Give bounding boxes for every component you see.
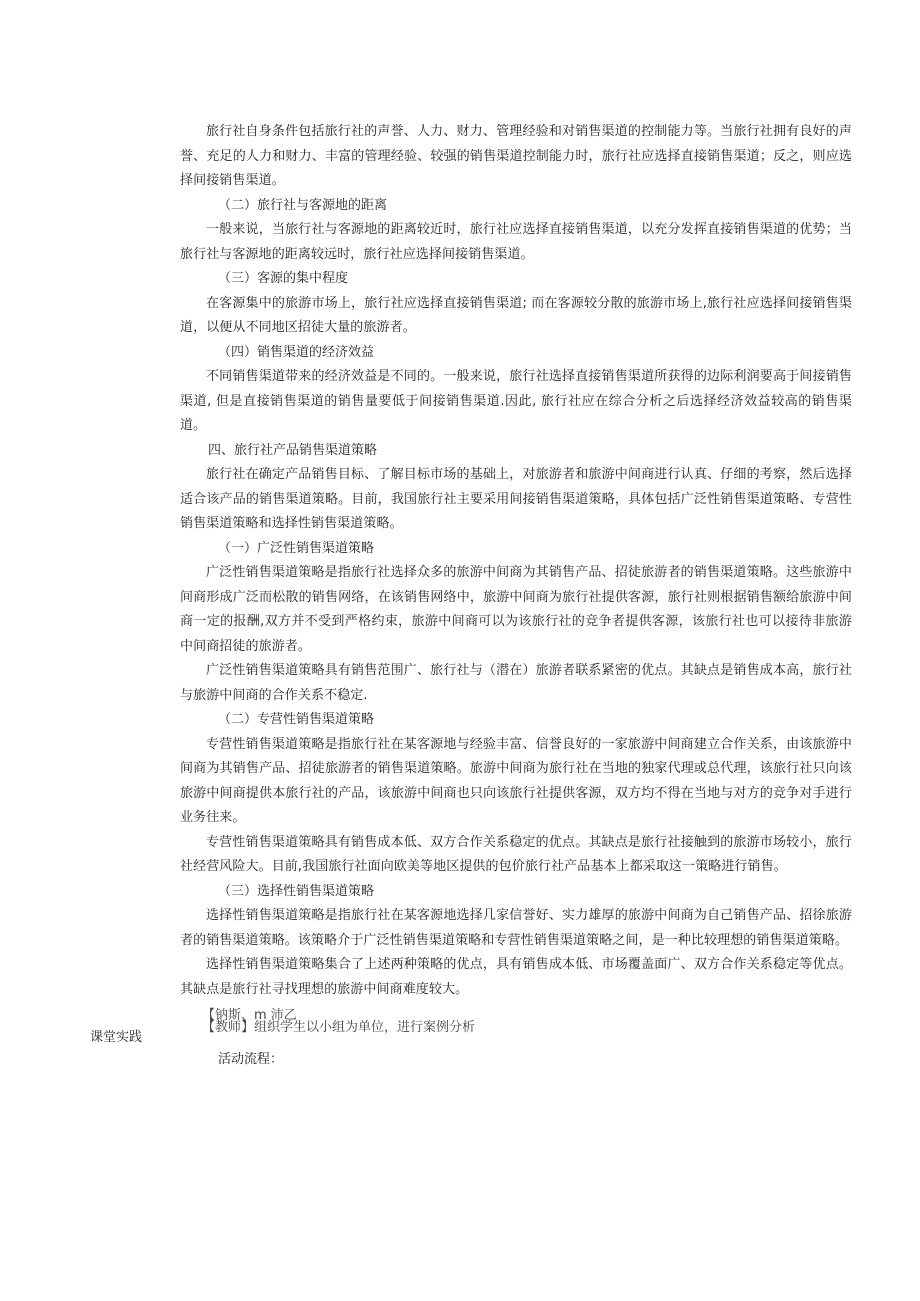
paragraph: 广泛性销售渠道策略是指旅行社选择众多的旅游中间商为其销售产品、招徒旅游者的销售渠道策略。这些旅游中间商形成广泛而松散的销售网络，在该销售网络中，旅游中间商为旅行社提供客源，旅行社则根据销售额给旅游中间商一定的报酬,双方并不受到严格约束，旅游中间商可以为该旅行社的竞争者提供客源，该旅行社也可以接待非旅游中间商招徒的旅游者。	[180, 565, 852, 654]
subheading: （二）专营性销售渠道策略	[218, 712, 375, 727]
classroom-practice-label: 课堂实践	[90, 1030, 143, 1045]
paragraph: 不同销售渠道带来的经济效益是不同的。一般来说，旅行社选择直接销售渠道所获得的边际利润要高于间接销售渠道, 但是直接销售渠道的销售量要低于间接销售渠道.因此, 旅行社应在综合分析之后选择经济效益较高的销售渠道。	[180, 369, 852, 433]
subheading: （四）销售渠道的经济效益	[218, 344, 375, 360]
activity-process-label: 活动流程：	[218, 1052, 284, 1067]
subheading: （三）选择性销售渠道策略	[218, 883, 375, 899]
paragraph: 旅行社在确定产品销售目标、了解目标市场的基础上，对旅游者和旅游中间商进行认真、仔细的考察，然后选择适合该产品的销售渠道策略。目前，我国旅行社主要采用间接销售渠道策略，具体包括广泛性销售渠道策略、专营性销售渠道策略和选择性销售渠道策略。	[180, 467, 852, 531]
subheading: （一）广泛性销售渠道策略	[218, 540, 375, 556]
article-body	[180, 120, 852, 1029]
section-heading: 四、旅行社产品销售渠道策略	[208, 442, 378, 458]
subheading: （二）旅行社与客源地的距离	[218, 197, 388, 213]
subheading: （三）客源的集中程度	[218, 271, 349, 286]
paragraph: 在客源集中的旅游市场上，旅行社应选择直接销售渠道; 而在客源较分散的旅游市场上,旅行社应选择间接销售渠道，以便从不同地区招徒大量的旅游者。	[180, 295, 852, 335]
paragraph: 选择性销售渠道策略是指旅行社在某客源地选择几家信誉好、实力雄厚的旅游中间商为自己销售产品、招徐旅游者的销售渠道策略。该策略介于广泛性销售渠道策略和专营性销售渠道策略之间，是一种比较理想的销售渠道策略。	[180, 908, 852, 948]
paragraph: 旅行社自身条件包括旅行社的声誉、人力、财力、管理经验和对销售渠道的控制能力等。当旅行社拥有良好的声誉、充足的人力和财力、丰富的管理经验、较强的销售渠道控制能力时，旅行社应选择直接销售渠道；反之，则应选择间接销售渠道。	[180, 124, 852, 188]
paragraph: 专营性销售渠道策略具有销售成本低、双方合作关系稳定的优点。其缺点是旅行社接触到的旅游市场较小，旅行社经营风险大。目前,我国旅行社面向欧美等地区提供的包价旅行社产品基本上都采取这一策略进行销售。	[180, 834, 852, 874]
paragraph: 一般来说，当旅行社与客源地的距离较近时，旅行社应选择直接销售渠道，以充分发挥直接销售渠道的优势；当旅行社与客源地的距离较远时，旅行社应选择间接销售渠道。	[180, 222, 852, 262]
paragraph: 专营性销售渠道策略是指旅行社在某客源地与经验丰富、信誉良好的一家旅游中间商建立合作关系，由该旅游中间商为其销售产品、招徒旅游者的销售渠道策略。旅游中间商为旅行社在当地的独家代理或总代理，该旅行社只向该旅游中间商提供本旅行社的产品，该旅游中间商也只向该旅行社提供客源，双方均不得在当地与对方的竞争对手进行业务往来。	[180, 736, 852, 825]
paragraph: 广泛性销售渠道策略具有销售范围广、旅行社与（潜在）旅游者联系紧密的优点。其缺点是销售成本高，旅行社与旅游中间商的合作关系不稳定.	[180, 663, 852, 703]
paragraph: 选择性销售渠道策略集合了上述两种策略的优点，具有销售成本低、市场覆盖面广、双方合作关系稳定等优点。其缺点是旅行社寻找理想的旅游中间商难度较大。	[180, 957, 852, 997]
source-credit: 【钠斯、m 沛乙	[202, 1008, 297, 1023]
teacher-note: 【教师】组织学生以小组为单位，进行案例分析	[202, 1020, 476, 1035]
